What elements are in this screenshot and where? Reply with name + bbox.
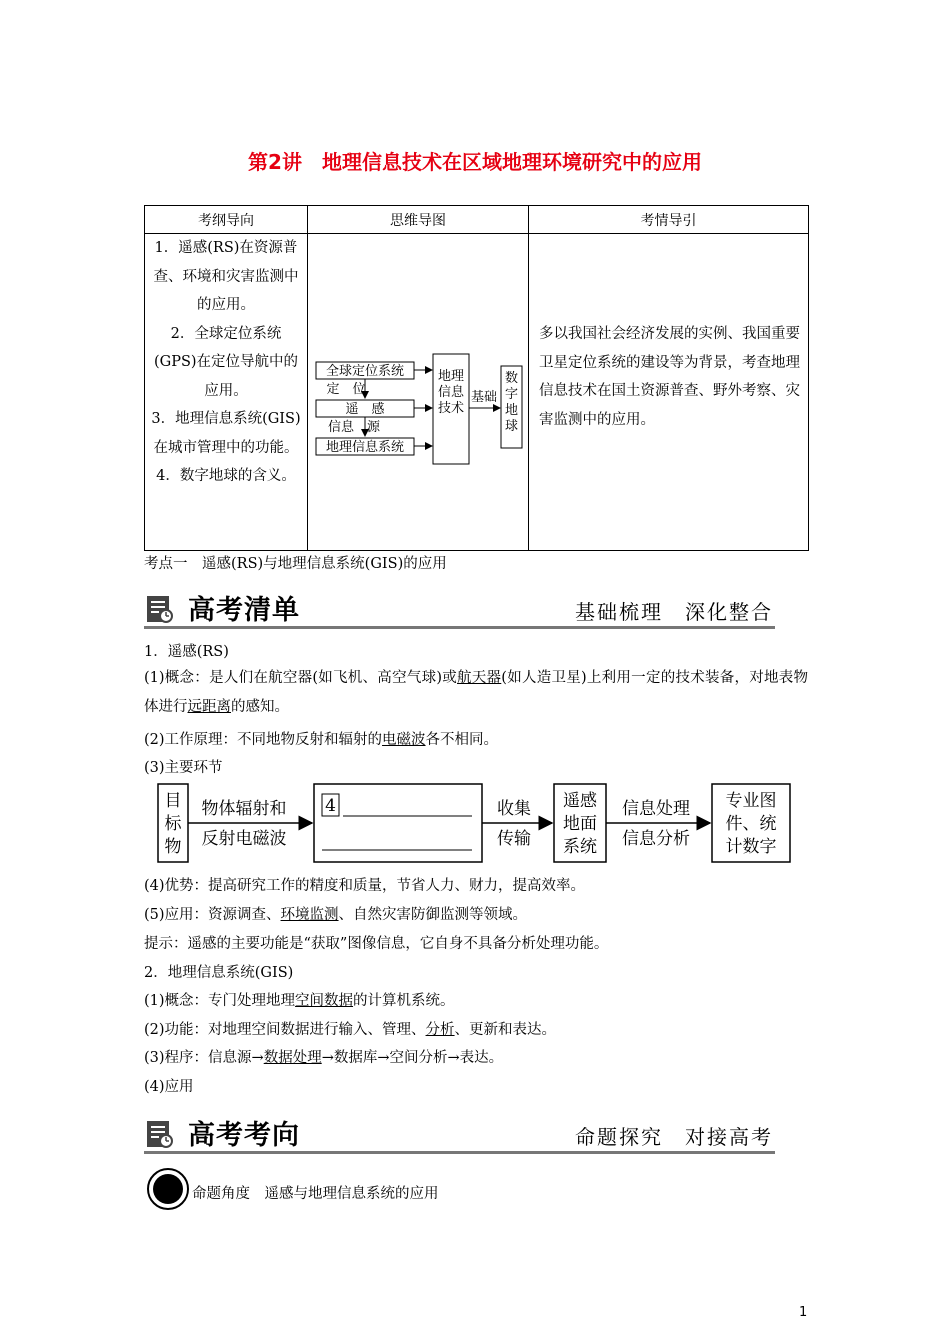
question-angle: 命题角度 遥感与地理信息系统的应用 — [192, 1186, 439, 1202]
info-source-label: 信息 源 — [327, 420, 381, 435]
underlined-answer: 数据处理 — [263, 1050, 322, 1066]
underlined-answer: 电磁波 — [382, 732, 426, 748]
text-span: (2)功能：对地理空间数据进行输入、管理、 — [144, 1022, 426, 1038]
goal-item: 3．地理信息系统(GIS)在城市管理中的功能。 — [151, 411, 301, 456]
text-span: (5)应用：资源调查、 — [144, 907, 281, 923]
goal-item: 2．全球定位系统(GPS)在定位导航中的应用。 — [153, 325, 299, 399]
underlined-answer: 环境监测 — [280, 907, 339, 923]
text-span: (如人造卫星)上利用一定的技术装备，对地表物体进行 — [144, 670, 809, 715]
rs-application — [144, 903, 527, 924]
collect-label: 收集 — [497, 799, 531, 819]
banner-trends — [144, 1113, 775, 1154]
diagram-text-line: 物 — [164, 837, 182, 857]
banner-subtitle: 基础梳理 深化整合 — [575, 600, 773, 624]
rs-concept — [144, 664, 808, 722]
overview-table — [144, 205, 809, 551]
geo-tech-label — [438, 368, 465, 416]
table-header: 思维导图 — [308, 206, 529, 234]
gis-application: (4)应用 — [144, 1079, 194, 1095]
rs-flow-diagram — [156, 780, 796, 866]
mind-map-diagram — [314, 330, 526, 470]
radiation-label-1: 物体辐射和 — [201, 799, 287, 819]
diagram-text-line: 标 — [164, 814, 182, 834]
table-header: 考情导引 — [529, 206, 809, 234]
diagram-text-line: 专业图 — [725, 791, 777, 811]
diagram-text-line: 遥感 — [563, 791, 597, 811]
gis-concept — [144, 989, 455, 1010]
text-span: (3)程序：信息源→ — [144, 1050, 264, 1066]
banner-title: 高考考向 — [188, 1120, 300, 1151]
banner-subtitle: 命题探究 对接高考 — [575, 1125, 773, 1149]
rs-principle — [144, 728, 498, 749]
diagram-text-line: 地理 — [437, 369, 465, 384]
diagram-text-line: 计数字 — [725, 837, 777, 857]
exam-guide-cell — [529, 234, 809, 551]
gps-label: 全球定位系统 — [325, 364, 405, 379]
banner-title: 高考清单 — [188, 595, 300, 626]
rs-heading: 1．遥感(RS) — [144, 644, 229, 660]
goal-item: 1．遥感(RS)在资源普查、环境和灾害监测中的应用。 — [153, 240, 299, 313]
digital-earth-label — [505, 370, 518, 434]
gis-label: 地理信息系统 — [325, 440, 405, 455]
diagram-text-line: 数 — [504, 371, 519, 386]
document-icon — [146, 595, 174, 623]
mind-map-cell — [308, 234, 529, 551]
diagram-text-line: 目 — [164, 791, 182, 811]
gis-heading: 2．地理信息系统(GIS) — [144, 965, 294, 981]
rs-tip: 提示：遥感的主要功能是“获取”图像信息，它自身不具备分析处理功能。 — [144, 936, 609, 952]
underlined-answer: 分析 — [425, 1022, 455, 1038]
diagram-text-line: 地面 — [563, 814, 597, 834]
radiation-label-2: 反射电磁波 — [201, 829, 287, 849]
output-label — [726, 791, 777, 857]
banner-checklist — [144, 588, 775, 629]
ground-station-label — [563, 791, 597, 857]
text-span: 的感知。 — [231, 699, 289, 715]
underlined-answer: 远距离 — [187, 699, 231, 715]
exam-guide-text: 多以我国社会经济发展的实例、我国重要卫星定位系统的建设等为背景，考查地理信息技术在国土资源普查、野外考察、灾害监测中的应用。 — [539, 326, 800, 428]
text-span: 、自然灾害防御监测等领域。 — [338, 907, 528, 923]
diagram-text-line: 件、统 — [725, 814, 777, 834]
analysis-label: 信息分析 — [622, 829, 690, 849]
text-span: 、更新和表达。 — [454, 1022, 557, 1038]
target-label — [165, 791, 183, 857]
diagram-text-line: 字 — [504, 387, 519, 402]
text-span: 的计算机系统。 — [353, 993, 455, 1009]
position-label: 定 位 — [326, 382, 366, 397]
bullet-circle-icon — [146, 1167, 190, 1211]
underlined-answer: 航天器 — [457, 670, 502, 686]
diagram-text-line: 信息 — [437, 385, 465, 400]
process-label: 信息处理 — [622, 799, 690, 819]
text-span: (1)概念：专门处理地理 — [144, 993, 296, 1009]
diagram-text-line: 地 — [504, 403, 519, 418]
diagram-text-line: 系统 — [563, 837, 597, 857]
gis-procedure — [144, 1046, 503, 1067]
page-title: 第2讲 地理信息技术在区域地理环境研究中的应用 — [248, 150, 702, 174]
page-number: 1 — [799, 1305, 808, 1320]
underlined-answer: 空间数据 — [295, 993, 354, 1009]
text-span: →数据库→空间分析→表达。 — [321, 1050, 504, 1066]
transmit-label: 传输 — [497, 829, 531, 849]
text-span: (1)概念：是人们在航空器(如飞机、高空气球)或 — [144, 670, 458, 686]
table-header: 考纲导向 — [145, 206, 308, 234]
section-caption: 考点一 遥感(RS)与地理信息系统(GIS)的应用 — [144, 556, 447, 572]
gis-function — [144, 1018, 556, 1039]
text-span: (2)工作原理：不同地物反射和辐射的 — [144, 732, 383, 748]
text-span: 各不相同。 — [425, 732, 499, 748]
blank-number: 4 — [325, 796, 336, 816]
exam-goals-cell — [145, 234, 308, 551]
rs-advantage: (4)优势：提高研究工作的精度和质量，节省人力、财力，提高效率。 — [144, 878, 586, 894]
diagram-text-line: 球 — [504, 419, 519, 434]
diagram-text-line: 技术 — [437, 401, 465, 416]
goal-item: 4．数字地球的含义。 — [156, 468, 296, 484]
rs-steps-heading: (3)主要环节 — [144, 760, 223, 776]
document-icon — [146, 1120, 174, 1148]
basis-label: 基础 — [470, 390, 498, 405]
rs-label: 遥 感 — [345, 402, 385, 417]
